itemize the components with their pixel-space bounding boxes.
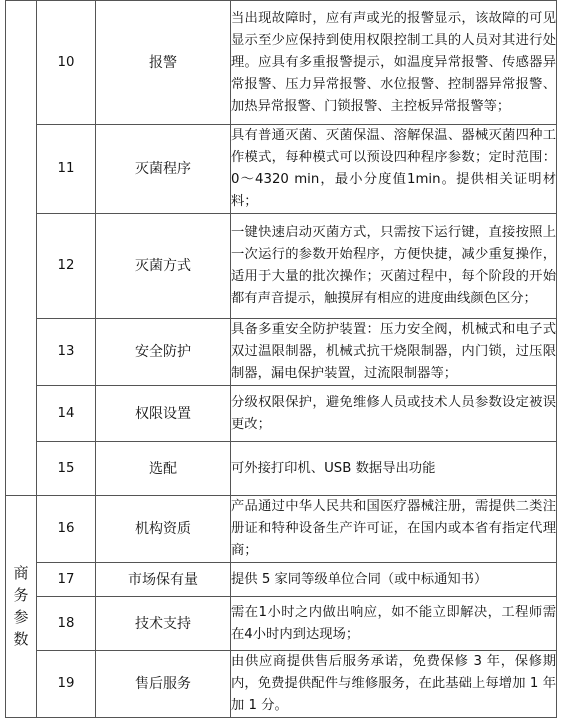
table-row bbox=[6, 386, 557, 442]
item-name: 技术支持 bbox=[96, 597, 231, 651]
row-number: 15 bbox=[37, 442, 96, 496]
row-number: 13 bbox=[37, 319, 96, 386]
item-description: 需在1小时之内做出响应，如不能立即解决，工程师需在4小时内到达现场； bbox=[231, 597, 557, 651]
row-number: 16 bbox=[37, 496, 96, 563]
item-name: 选配 bbox=[96, 442, 231, 496]
item-name: 灭菌程序 bbox=[96, 125, 231, 214]
group-cell-technical bbox=[6, 1, 37, 496]
row-number: 18 bbox=[37, 597, 96, 651]
table-row bbox=[6, 496, 557, 563]
specification-table bbox=[5, 0, 557, 718]
item-name: 市场保有量 bbox=[96, 563, 231, 597]
table-row bbox=[6, 651, 557, 718]
row-number: 19 bbox=[37, 651, 96, 718]
table-row bbox=[6, 1, 557, 125]
table-row bbox=[6, 319, 557, 386]
item-description: 可外接打印机、USB 数据导出功能 bbox=[231, 442, 557, 496]
item-name: 报警 bbox=[96, 1, 231, 125]
item-description: 具备多重安全防护装置：压力安全阀，机械式和电子式双过温限制器，机械式抗干烧限制器，内门锁，过压限制器，漏电保护装置，过流限制器等； bbox=[231, 319, 557, 386]
table-row bbox=[6, 597, 557, 651]
item-name: 机构资质 bbox=[96, 496, 231, 563]
table-row bbox=[6, 563, 557, 597]
item-name: 权限设置 bbox=[96, 386, 231, 442]
item-name: 安全防护 bbox=[96, 319, 231, 386]
row-number: 12 bbox=[37, 214, 96, 319]
item-description: 分级权限保护，避免维修人员或技术人员参数设定被误更改； bbox=[231, 386, 557, 442]
item-name: 灭菌方式 bbox=[96, 214, 231, 319]
group-cell-business: 商务参数 bbox=[6, 496, 37, 718]
table-row bbox=[6, 125, 557, 214]
item-description: 具有普通灭菌、灭菌保温、溶解保温、器械灭菌四种工作模式，每种模式可以预设四种程序参数；定时范围：0～4320 min，最小分度值1min。提供相关证明材料； bbox=[231, 125, 557, 214]
item-description: 产品通过中华人民共和国医疗器械注册，需提供二类注册证和特种设备生产许可证，在国内或本省有指定代理商； bbox=[231, 496, 557, 563]
item-description: 一键快速启动灭菌方式，只需按下运行键，直接按照上一次运行的参数开始程序，方便快捷，减少重复操作，适用于大量的批次操作；灭菌过程中，每个阶段的开始都有声音提示，触摸屏有相应的进度曲线颜色区分； bbox=[231, 214, 557, 319]
table-row bbox=[6, 442, 557, 496]
row-number: 11 bbox=[37, 125, 96, 214]
row-number: 10 bbox=[37, 1, 96, 125]
item-description: 当出现故障时，应有声或光的报警显示，该故障的可见显示至少应保持到使用权限控制工具的人员对其进行处理。应具有多重报警提示，如温度异常报警、传感器异常报警、压力异常报警、水位报警、控制器异常报警、加热异常报警、门锁报警、主控板异常报警等； bbox=[231, 1, 557, 125]
item-description: 提供 5 家同等级单位合同（或中标通知书） bbox=[231, 563, 557, 597]
table-row bbox=[6, 214, 557, 319]
item-description: 由供应商提供售后服务承诺，免费保修 3 年，保修期内，免费提供配件与维修服务，在此基础上每增加 1 年加 1 分。 bbox=[231, 651, 557, 718]
item-name: 售后服务 bbox=[96, 651, 231, 718]
row-number: 17 bbox=[37, 563, 96, 597]
row-number: 14 bbox=[37, 386, 96, 442]
